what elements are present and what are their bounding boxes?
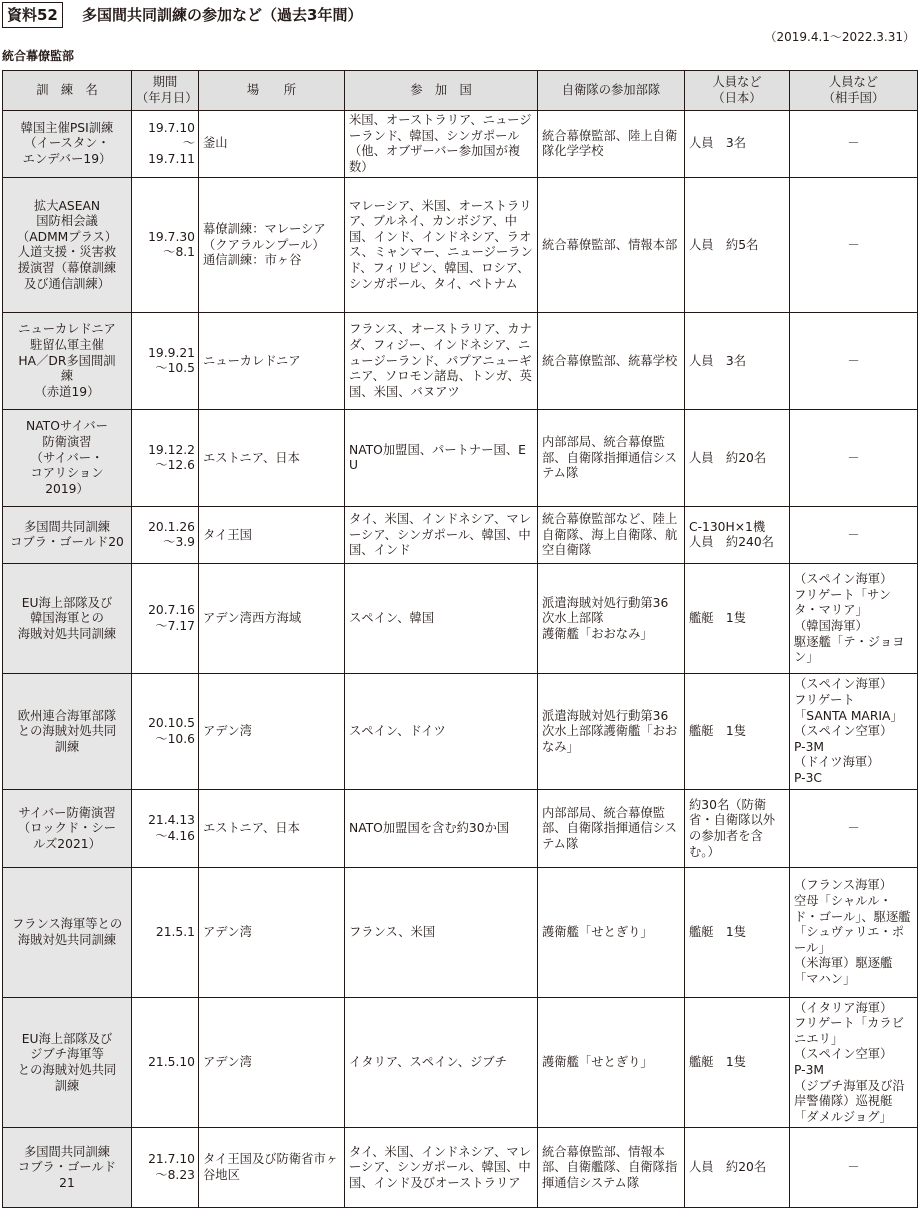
cell-units: 内部部局、統合幕僚監部、自衛隊指揮通信システム隊 [538,410,685,507]
cell-personnel-counterpart: （イタリア海軍） フリゲート「カラビニエリ」 （スペイン空軍） P-3M （ジブチ海軍及び沿岸警備隊）巡視艇「ダメルジョグ」 [790,998,918,1128]
cell-personnel-counterpart: － [790,313,918,410]
cell-countries: フランス、オーストラリア、カナダ、フィジー、インドネシア、ニュージーランド、パプアニューギニア、ソロモン諸島、トンガ、英国、米国、バヌアツ [345,313,538,410]
column-header-name: 訓 練 名 [3,71,132,111]
cell-units: 統合幕僚監部など、陸上自衛隊、海上自衛隊、航空自衛隊 [538,507,685,564]
cell-personnel-counterpart: （スペイン海軍） フリゲート 「SANTA MARIA」 （スペイン空軍） P-3M （ドイツ海軍） P-3C [790,674,918,790]
table-row [3,868,918,998]
cell-personnel-japan: 人員 約20名 [685,410,790,507]
cell-period: 19.7.30 ～8.1 [132,178,199,313]
cell-countries: スペイン、韓国 [345,564,538,674]
cell-period: 19.12.2 ～12.6 [132,410,199,507]
cell-personnel-japan: 人員 3名 [685,313,790,410]
cell-personnel-counterpart: － [790,790,918,868]
cell-units: 統合幕僚監部、情報本部、自衛艦隊、自衛隊指揮通信システム隊 [538,1128,685,1208]
cell-exercise-name: サイバー防衛演習 （ロックド・シー ルズ2021） [3,790,132,868]
cell-countries: 米国、オーストラリア、ニュージーランド、韓国、シンガポール（他、オブザーバー参加国が複数） [345,111,538,178]
period-label: （2019.4.1～2022.3.31） [764,30,915,44]
cell-personnel-counterpart: － [790,178,918,313]
cell-place: 幕僚訓練：マレーシア（クアラルンプール） 通信訓練：市ヶ谷 [199,178,345,313]
cell-countries: NATO加盟国を含む約30か国 [345,790,538,868]
cell-place: タイ王国及び防衛省市ヶ谷地区 [199,1128,345,1208]
column-header-place: 場 所 [199,71,345,111]
table-body [3,111,918,1208]
cell-place: アデン湾 [199,868,345,998]
cell-exercise-name: 拡大ASEAN 国防相会議 （ADMMプラス） 人道支援・災害救 援演習（幕僚訓練 及び通信訓練） [3,178,132,313]
cell-units: 統合幕僚監部、統幕学校 [538,313,685,410]
column-header-personnel-japan: 人員など （日本） [685,71,790,111]
column-header-personnel-counterpart: 人員など （相手国） [790,71,918,111]
cell-exercise-name: EU海上部隊及び 韓国海軍との 海賊対処共同訓練 [3,564,132,674]
cell-period: 21.5.10 [132,998,199,1128]
cell-units: 内部部局、統合幕僚監部、自衛隊指揮通信システム隊 [538,790,685,868]
table-row [3,1128,918,1208]
cell-period: 21.4.13 ～4.16 [132,790,199,868]
cell-countries: スペイン、ドイツ [345,674,538,790]
cell-personnel-japan: C-130H×1機 人員 約240名 [685,507,790,564]
cell-period: 19.7.10 ～ 19.7.11 [132,111,199,178]
cell-period: 21.5.1 [132,868,199,998]
document-header [2,2,917,28]
cell-place: アデン湾西方海域 [199,564,345,674]
cell-place: エストニア、日本 [199,410,345,507]
table-row [3,410,918,507]
cell-personnel-japan: 艦艇 1隻 [685,868,790,998]
cell-countries: フランス、米国 [345,868,538,998]
cell-period: 19.9.21 ～10.5 [132,313,199,410]
cell-personnel-japan: 艦艇 1隻 [685,674,790,790]
table-row [3,998,918,1128]
document-id-label: 資料52 [2,2,63,28]
cell-place: アデン湾 [199,674,345,790]
column-header-period: 期間 （年月日） [132,71,199,111]
table-row [3,674,918,790]
cell-units: 護衛艦「せとぎり」 [538,998,685,1128]
cell-personnel-counterpart: － [790,410,918,507]
cell-exercise-name: NATOサイバー 防衛演習 （サイバー・ コアリション 2019） [3,410,132,507]
table-row [3,313,918,410]
cell-period: 20.10.5 ～10.6 [132,674,199,790]
cell-units: 護衛艦「せとぎり」 [538,868,685,998]
cell-exercise-name: 多国間共同訓練 コブラ・ゴールド 21 [3,1128,132,1208]
cell-personnel-counterpart: － [790,1128,918,1208]
cell-units: 派遣海賊対処行動第36次水上部隊 護衛艦「おおなみ」 [538,564,685,674]
cell-exercise-name: EU海上部隊及び ジブチ海軍等 との海賊対処共同 訓練 [3,998,132,1128]
cell-personnel-japan: 約30名（防衛省・自衛隊以外の参加者を含む。） [685,790,790,868]
cell-place: ニューカレドニア [199,313,345,410]
cell-personnel-counterpart: － [790,507,918,564]
cell-place: 釜山 [199,111,345,178]
document-title: 多国間共同訓練の参加など（過去3年間） [82,6,363,24]
cell-countries: タイ、米国、インドネシア、マレーシア、シンガポール、韓国、中国、インド [345,507,538,564]
table-row [3,507,918,564]
cell-personnel-counterpart: （スペイン海軍） フリゲート「サンタ・マリア」 （韓国海軍） 駆逐艦「テ・ジョヨン」 [790,564,918,674]
cell-place: エストニア、日本 [199,790,345,868]
cell-units: 統合幕僚監部、情報本部 [538,178,685,313]
cell-countries: NATO加盟国、パートナー国、EU [345,410,538,507]
organization-label: 統合幕僚監部 [2,49,75,63]
cell-personnel-japan: 艦艇 1隻 [685,998,790,1128]
cell-period: 20.1.26 ～3.9 [132,507,199,564]
cell-units: 統合幕僚監部、陸上自衛隊化学学校 [538,111,685,178]
table-row [3,564,918,674]
column-header-countries: 参 加 国 [345,71,538,111]
cell-period: 21.7.10 ～8.23 [132,1128,199,1208]
cell-personnel-counterpart: － [790,111,918,178]
table-row [3,111,918,178]
table-row [3,790,918,868]
cell-personnel-counterpart: （フランス海軍） 空母「シャルル・ド・ゴール」、駆逐艦「シュヴァリエ・ポール」 （米海軍）駆逐艦「マハン」 [790,868,918,998]
cell-exercise-name: 欧州連合海軍部隊 との海賊対処共同 訓練 [3,674,132,790]
cell-place: タイ王国 [199,507,345,564]
cell-countries: タイ、米国、インドネシア、マレーシア、シンガポール、韓国、中国、インド及びオーストラリア [345,1128,538,1208]
cell-personnel-japan: 艦艇 1隻 [685,564,790,674]
cell-exercise-name: 韓国主催PSI訓練 （イースタン・ エンデバー19） [3,111,132,178]
table-row [3,178,918,313]
cell-personnel-japan: 人員 約5名 [685,178,790,313]
cell-countries: マレーシア、米国、オーストラリア、ブルネイ、カンボジア、中国、インド、インドネシア、ラオス、ミャンマー、ニュージーランド、フィリピン、韓国、ロシア、シンガポール、タイ、ベトナム [345,178,538,313]
cell-units: 派遣海賊対処行動第36次水上部隊護衛艦「おおなみ」 [538,674,685,790]
cell-period: 20.7.16 ～7.17 [132,564,199,674]
cell-personnel-japan: 人員 約20名 [685,1128,790,1208]
column-header-units: 自衛隊の参加部隊 [538,71,685,111]
cell-exercise-name: フランス海軍等との 海賊対処共同訓練 [3,868,132,998]
exercises-table [2,70,918,1208]
table-header-row [3,71,918,111]
cell-exercise-name: ニューカレドニア 駐留仏軍主催 HA／DR多国間訓 練 （赤道19） [3,313,132,410]
cell-countries: イタリア、スペイン、ジブチ [345,998,538,1128]
cell-personnel-japan: 人員 3名 [685,111,790,178]
cell-place: アデン湾 [199,998,345,1128]
cell-exercise-name: 多国間共同訓練 コブラ・ゴールド20 [3,507,132,564]
